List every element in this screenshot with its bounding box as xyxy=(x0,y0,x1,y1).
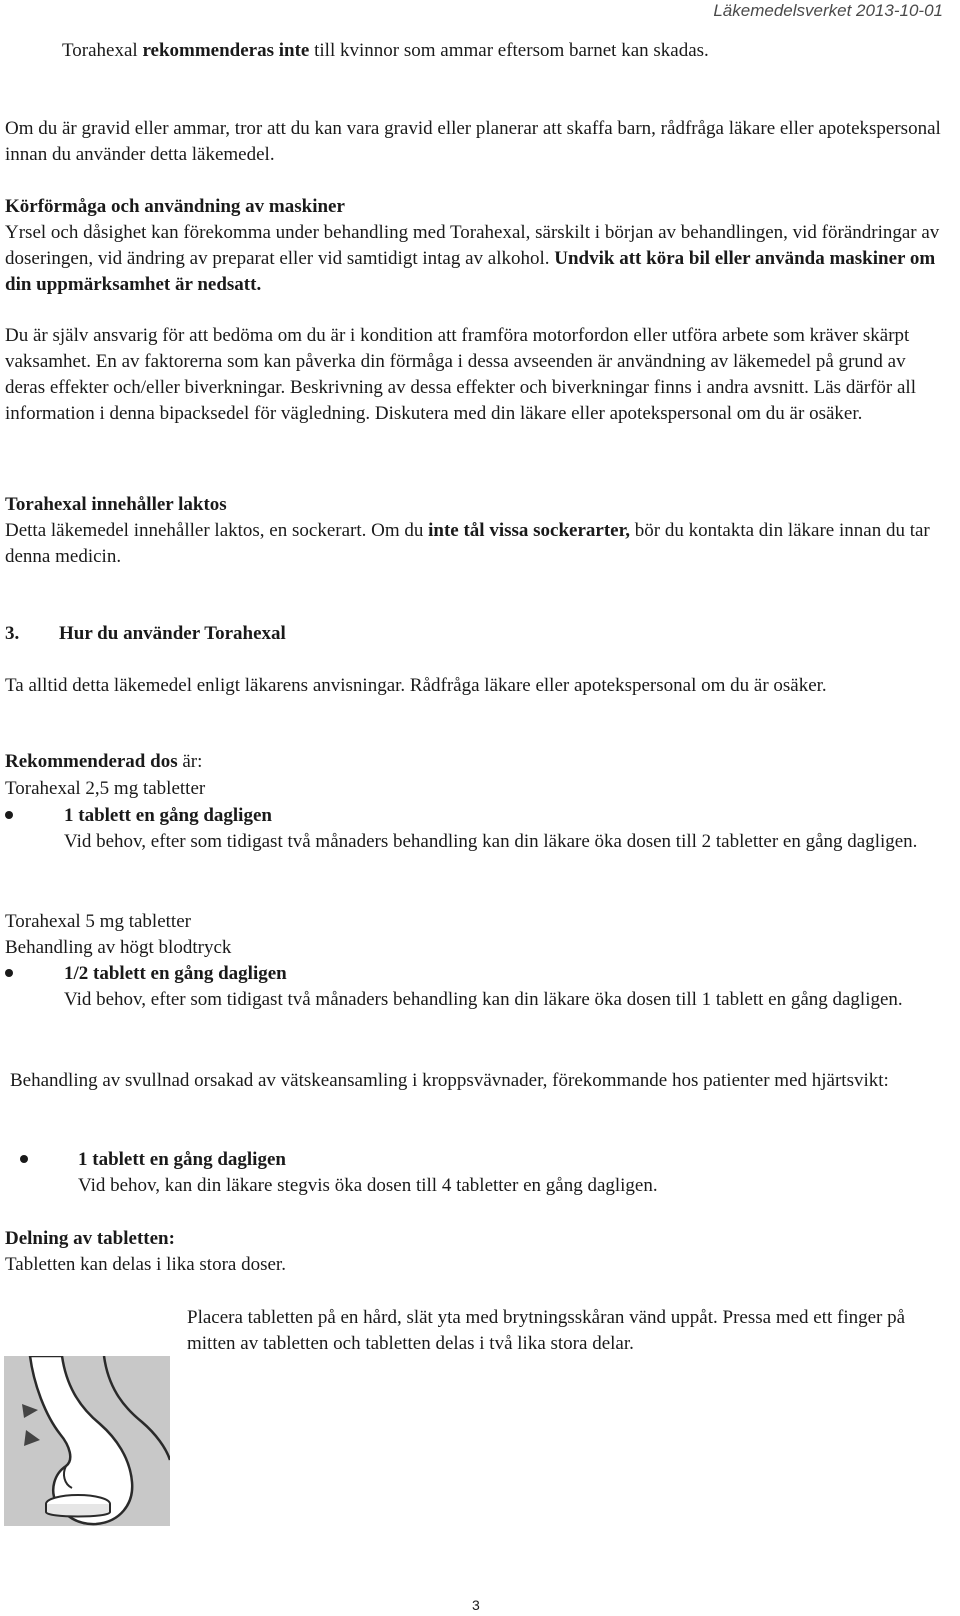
lactation-warning: Torahexal rekommenderas inte till kvinnor som ammar eftersom barnet kan skadas. xyxy=(62,40,709,61)
lactose-section: Torahexal innehåller laktos Detta läkemedel innehåller laktos, en sockerart. Om du inte tål vissa sockerarter, bör du kontakta din läkare innan du tar denna medicin. xyxy=(5,494,930,567)
driving-section: Körförmåga och användning av maskiner Yrsel och dåsighet kan förekomma under behandling med Torahexal, särskilt i början av behandlingen, vid förändringar av doseringen, vid ändring av preparat eller vid samtidigt intag av alkohol. Undvik att köra bil eller använda maskiner om din uppmärksamhet är nedsatt. xyxy=(5,196,940,295)
splitting-heading: Delning av tabletten: xyxy=(5,1228,175,1249)
page-number: 3 xyxy=(472,1597,480,1613)
splitting-section: Delning av tabletten: Tabletten kan delas i lika stora doser. xyxy=(5,1228,286,1275)
bullet-icon xyxy=(20,1155,28,1163)
document-header: Läkemedelsverket 2013-10-01 xyxy=(713,1,943,20)
bullet-icon xyxy=(5,811,13,819)
recommended-dose-label: Rekommenderad dos är: xyxy=(5,751,203,772)
dose-subtitle-heart-failure: Behandling av svullnad orsakad av vätskeansamling i kroppsvävnader, förekommande hos patienter med hjärtsvikt: xyxy=(10,1070,889,1091)
splitting-instruction: Placera tabletten på en hård, slät yta med brytningsskåran vänd uppåt. Pressa med ett finger på mitten av tabletten och tabletten delas i två lika stora delar. xyxy=(187,1307,906,1354)
section-number: 3. xyxy=(5,623,20,644)
section-3-intro: Ta alltid detta läkemedel enligt läkarens anvisningar. Rådfråga läkare eller apotekspersonal om du är osäker. xyxy=(5,675,827,696)
driving-heading: Körförmåga och användning av maskiner xyxy=(5,196,345,217)
lactose-heading: Torahexal innehåller laktos xyxy=(5,494,227,515)
driving-responsibility: Du är själv ansvarig för att bedöma om du är i kondition att framföra motorfordon eller utföra arbete som kräver skärpt vaksamhet. En av faktorerna som kan påverka din förmåga i dessa avseenden är användning av läkemedel på grund av deras effekter och/eller biverkningar. Beskrivning av dessa effekter och biverkningar finns i andra avsnitt. Läs därför all information i denna bipacksedel för vägledning. Diskutera med din läkare eller apotekspersonal om du är osäker. xyxy=(5,325,916,424)
pregnancy-advice: Om du är gravid eller ammar, tror att du kan vara gravid eller planerar att skaffa barn, rådfråga läkare eller apotekspersonal innan du använder detta läkemedel. xyxy=(5,118,941,165)
section-3-heading xyxy=(5,621,945,647)
dose-subtitle-5mg: Torahexal 5 mg tabletter Behandling av högt blodtryck xyxy=(5,911,232,958)
section-title: Hur du använder Torahexal xyxy=(59,623,286,644)
bullet-icon xyxy=(5,969,13,977)
tablet-splitting-illustration xyxy=(4,1356,170,1526)
dose-subtitle-2-5mg: Torahexal 2,5 mg tabletter xyxy=(5,778,206,799)
